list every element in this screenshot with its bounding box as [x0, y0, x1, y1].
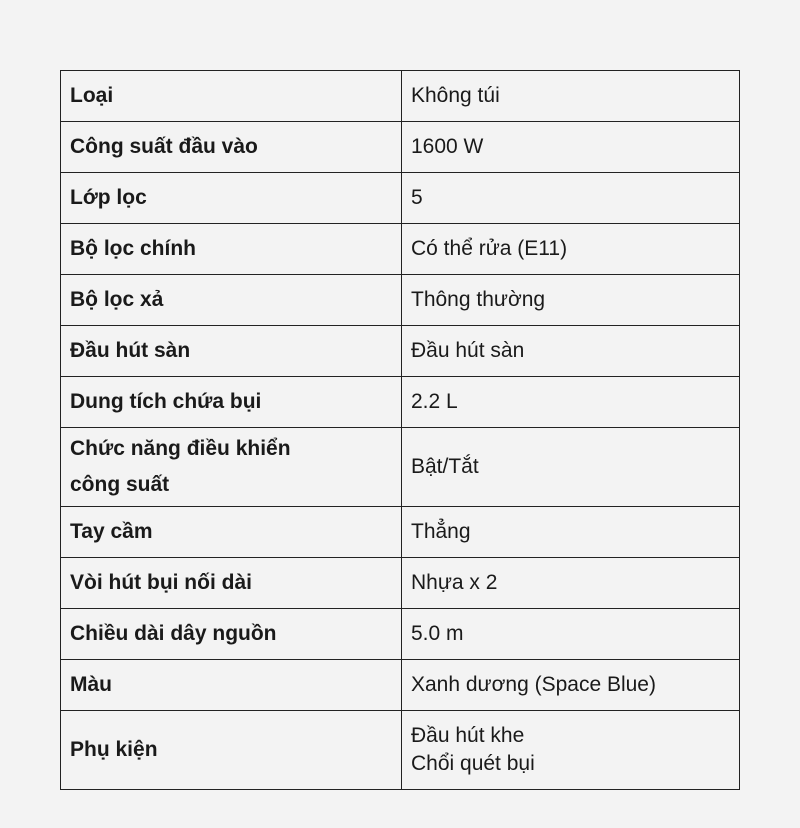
table-row: [61, 609, 740, 660]
table-row: [61, 711, 740, 790]
table-row: [61, 275, 740, 326]
spec-value: Thông thường: [402, 275, 740, 326]
spec-label-line: công suất: [70, 473, 170, 496]
spec-label-line: Chức năng điều khiển: [70, 437, 291, 460]
spec-value: Có thể rửa (E11): [402, 224, 740, 275]
spec-label: Bộ lọc xả: [61, 275, 402, 326]
spec-label: Màu: [61, 660, 402, 711]
spec-label: Phụ kiện: [61, 711, 402, 790]
spec-value: Thẳng: [402, 507, 740, 558]
table-row: [61, 71, 740, 122]
spec-value: Xanh dương (Space Blue): [402, 660, 740, 711]
table-row: [61, 428, 740, 507]
spec-value: Không túi: [402, 71, 740, 122]
spec-value: 5: [402, 173, 740, 224]
spec-label: Vòi hút bụi nối dài: [61, 558, 402, 609]
spec-label: Loại: [61, 71, 402, 122]
spec-label: Bộ lọc chính: [61, 224, 402, 275]
table-row: [61, 660, 740, 711]
spec-value: 5.0 m: [402, 609, 740, 660]
table-row: [61, 224, 740, 275]
table-row: [61, 377, 740, 428]
table-row: [61, 173, 740, 224]
spec-value-line: Đầu hút khe: [411, 724, 525, 747]
spec-value-line: Chổi quét bụi: [411, 752, 535, 775]
table-row: [61, 326, 740, 377]
spec-value: Đầu hút sàn: [402, 326, 740, 377]
spec-label: Công suất đầu vào: [61, 122, 402, 173]
spec-table: [60, 70, 740, 790]
spec-value: Nhựa x 2: [402, 558, 740, 609]
spec-label: [61, 428, 402, 507]
spec-value: 2.2 L: [402, 377, 740, 428]
spec-label: Đầu hút sàn: [61, 326, 402, 377]
table-row: [61, 507, 740, 558]
spec-value: Bật/Tắt: [402, 428, 740, 507]
table-row: [61, 122, 740, 173]
spec-label: Tay cầm: [61, 507, 402, 558]
spec-label: Dung tích chứa bụi: [61, 377, 402, 428]
spec-label: Lớp lọc: [61, 173, 402, 224]
table-row: [61, 558, 740, 609]
spec-label: Chiều dài dây nguồn: [61, 609, 402, 660]
spec-value: 1600 W: [402, 122, 740, 173]
spec-value: [402, 711, 740, 790]
